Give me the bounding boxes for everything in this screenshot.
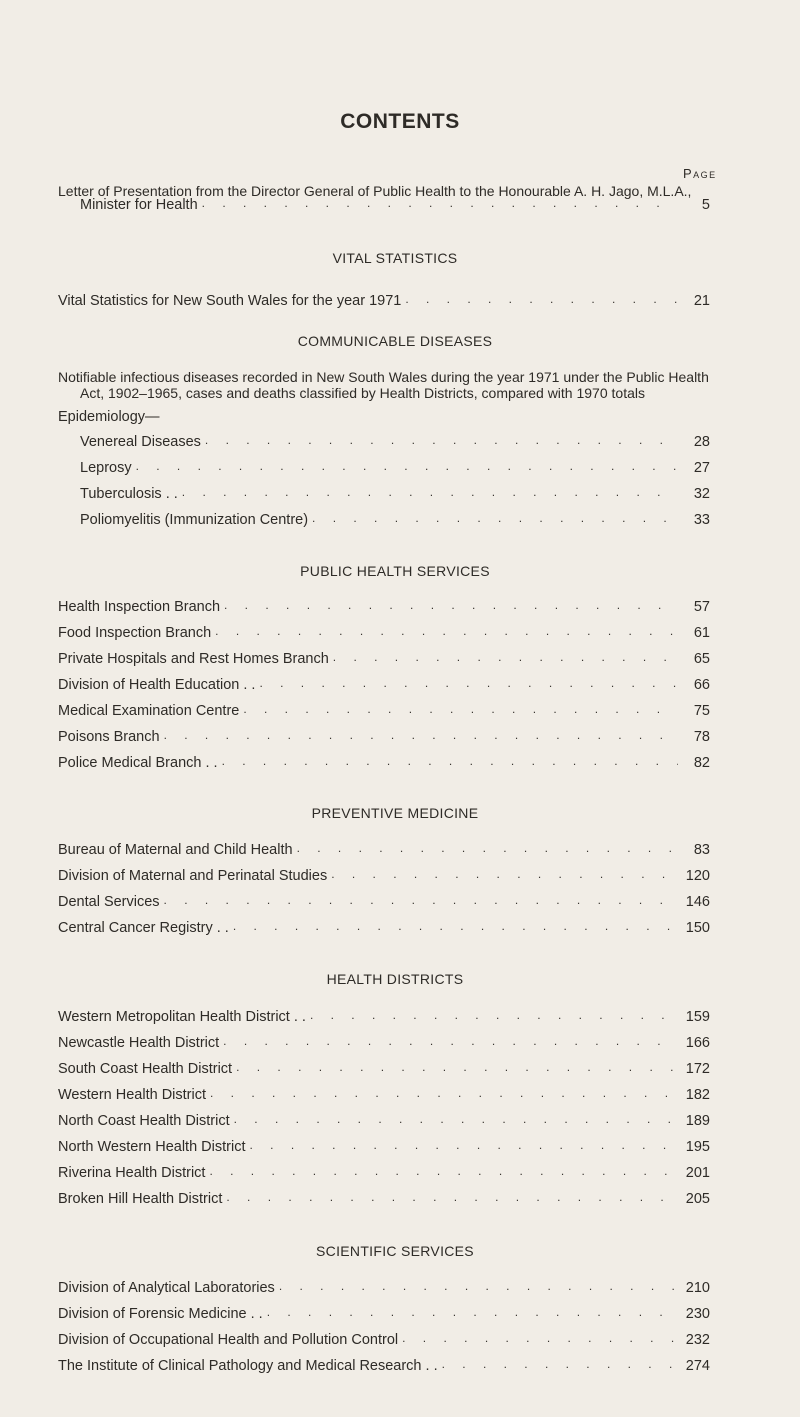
leader-dots [136, 459, 678, 473]
toc-entry[interactable] [58, 838, 710, 858]
toc-entry[interactable] [58, 673, 710, 693]
toc-entry[interactable] [58, 1135, 710, 1155]
leader-dots [249, 1138, 678, 1152]
leader-dots [164, 728, 678, 742]
leader-dots [164, 893, 678, 907]
toc-entry-vital-statistics[interactable] [58, 289, 710, 309]
toc-entry[interactable] [58, 725, 710, 745]
toc-entry-label: Poliomyelitis (Immunization Centre) [80, 512, 309, 528]
toc-entry-page: 21 [693, 293, 710, 309]
toc-entry-label: Food Inspection Branch [58, 625, 212, 641]
toc-entry[interactable] [58, 1083, 710, 1103]
toc-entry-page: 172 [685, 1061, 710, 1077]
toc-entry-label: Leprosy [80, 460, 132, 476]
leader-dots [205, 433, 678, 447]
toc-entry[interactable] [58, 699, 710, 719]
leader-dots [279, 1279, 678, 1293]
toc-entry[interactable] [58, 890, 710, 910]
section-heading-preventive-medicine: PREVENTIVE MEDICINE [311, 805, 479, 821]
toc-entry-label: The Institute of Clinical Pathology and Medical Research . . [58, 1358, 438, 1374]
toc-entry-page: 32 [693, 486, 710, 502]
toc-entry[interactable] [58, 1005, 710, 1025]
leader-dots [209, 1164, 678, 1178]
toc-entry[interactable] [80, 482, 710, 502]
toc-entry-page: 5 [701, 197, 710, 213]
toc-entry-page: 159 [685, 1009, 710, 1025]
toc-entry-label: Central Cancer Registry . . [58, 920, 229, 936]
toc-entry-label: Medical Examination Centre [58, 703, 240, 719]
toc-entry-page: 182 [685, 1087, 710, 1103]
toc-entry-label: Bureau of Maternal and Child Health [58, 842, 293, 858]
toc-entry[interactable] [80, 430, 710, 450]
toc-entry[interactable] [58, 916, 710, 936]
leader-dots [223, 1034, 678, 1048]
toc-entry-page: 274 [685, 1358, 710, 1374]
toc-entry-page: 189 [685, 1113, 710, 1129]
toc-entry[interactable] [58, 1057, 710, 1077]
leader-dots [243, 702, 678, 716]
leader-dots [210, 1086, 678, 1100]
toc-entry-page: 120 [685, 868, 710, 884]
toc-entry[interactable] [58, 1302, 710, 1322]
leader-dots [405, 292, 678, 306]
toc-entry-page: 205 [685, 1191, 710, 1207]
toc-entry-page: 146 [685, 894, 710, 910]
page-column-heading: Page [683, 166, 717, 181]
toc-entry-label: Division of Occupational Health and Pollution Control [58, 1332, 399, 1348]
toc-entry[interactable] [58, 1354, 710, 1374]
toc-entry-label: Tuberculosis . . [80, 486, 178, 502]
toc-entry-page: 27 [693, 460, 710, 476]
toc-entry-page: 82 [693, 755, 710, 771]
toc-entry[interactable] [80, 508, 710, 528]
leader-dots [182, 485, 678, 499]
leader-dots [442, 1357, 678, 1371]
notifiable-line1: Notifiable infectious diseases recorded in New South Wales during the year 1971 under the Public Health [58, 369, 709, 385]
toc-entry-page: 78 [693, 729, 710, 745]
leader-dots [224, 598, 678, 612]
leader-dots [297, 841, 678, 855]
section-heading-scientific-services: SCIENTIFIC SERVICES [316, 1243, 474, 1259]
toc-entry-page: 28 [693, 434, 710, 450]
toc-entry-label: Division of Maternal and Perinatal Studies [58, 868, 328, 884]
leader-dots [310, 1008, 678, 1022]
toc-entry-label: Minister for Health [80, 197, 198, 213]
toc-entry-page: 83 [693, 842, 710, 858]
toc-entry-label: Venereal Diseases [80, 434, 201, 450]
toc-entry-page: 166 [685, 1035, 710, 1051]
toc-entry-page: 232 [685, 1332, 710, 1348]
toc-entry-page: 57 [693, 599, 710, 615]
leader-dots [312, 511, 678, 525]
toc-entry-page: 201 [685, 1165, 710, 1181]
toc-entry-page: 61 [693, 625, 710, 641]
letter-line1: Letter of Presentation from the Director General of Public Health to the Honourable A. H. Jago, M.L.A., [58, 183, 692, 199]
notifiable-diseases-entry[interactable] [58, 369, 718, 401]
toc-entry-label: Health Inspection Branch [58, 599, 221, 615]
section-heading-health-districts: HEALTH DISTRICTS [326, 971, 464, 987]
toc-entry-label: Vital Statistics for New South Wales for the year 1971 [58, 293, 402, 309]
toc-entry-label: Dental Services [58, 894, 160, 910]
toc-entry-label: Newcastle Health District [58, 1035, 220, 1051]
toc-entry[interactable] [58, 647, 710, 667]
leader-dots [333, 650, 678, 664]
toc-entry-page: 195 [685, 1139, 710, 1155]
toc-entry-label: Private Hospitals and Rest Homes Branch [58, 651, 329, 667]
leader-dots [402, 1331, 678, 1345]
toc-entry-label: North Coast Health District [58, 1113, 230, 1129]
notifiable-line2: Act, 1902–1965, cases and deaths classified by Health Districts, compared with 1970 totals [80, 385, 645, 401]
toc-entry-letter[interactable] [58, 193, 710, 213]
leader-dots [259, 676, 678, 690]
leader-dots [331, 867, 678, 881]
epidemiology-heading: Epidemiology— [58, 409, 160, 425]
toc-entry-page: 33 [693, 512, 710, 528]
toc-entry[interactable] [58, 1109, 710, 1129]
toc-entry[interactable] [58, 1276, 710, 1296]
toc-entry-label: North Western Health District [58, 1139, 246, 1155]
toc-entry-page: 230 [685, 1306, 710, 1322]
toc-entry-label: South Coast Health District [58, 1061, 233, 1077]
toc-entry[interactable] [58, 864, 710, 884]
section-heading-public-health-services: PUBLIC HEALTH SERVICES [300, 563, 490, 579]
toc-entry[interactable] [58, 1161, 710, 1181]
leader-dots [202, 196, 678, 210]
leader-dots [236, 1060, 678, 1074]
page-title: CONTENTS [340, 110, 460, 133]
toc-entry[interactable] [58, 595, 710, 615]
toc-entry-label: Division of Health Education . . [58, 677, 256, 693]
section-heading-vital-statistics: VITAL STATISTICS [332, 250, 458, 266]
leader-dots [222, 754, 678, 768]
toc-entry-page: 75 [693, 703, 710, 719]
leader-dots [215, 624, 678, 638]
toc-entry-page: 210 [685, 1280, 710, 1296]
toc-entry[interactable] [80, 456, 710, 476]
toc-entry[interactable] [58, 621, 710, 641]
toc-entry-page: 65 [693, 651, 710, 667]
toc-entry-label: Western Metropolitan Health District . . [58, 1009, 306, 1025]
toc-entry-label: Broken Hill Health District [58, 1191, 223, 1207]
toc-entry-label: Riverina Health District [58, 1165, 206, 1181]
leader-dots [267, 1305, 678, 1319]
toc-entry[interactable] [58, 1328, 710, 1348]
toc-entry-page: 150 [685, 920, 710, 936]
toc-entry-page: 66 [693, 677, 710, 693]
toc-entry-label: Police Medical Branch . . [58, 755, 218, 771]
toc-entry-label: Division of Analytical Laboratories [58, 1280, 275, 1296]
toc-entry-label: Poisons Branch [58, 729, 160, 745]
leader-dots [233, 919, 678, 933]
toc-entry-label: Division of Forensic Medicine . . [58, 1306, 263, 1322]
leader-dots [234, 1112, 678, 1126]
toc-entry[interactable] [58, 1031, 710, 1051]
leader-dots [226, 1190, 678, 1204]
section-heading-communicable-diseases: COMMUNICABLE DISEASES [297, 333, 493, 349]
toc-entry[interactable] [58, 751, 710, 771]
toc-entry[interactable] [58, 1187, 710, 1207]
toc-entry-label: Western Health District [58, 1087, 206, 1103]
